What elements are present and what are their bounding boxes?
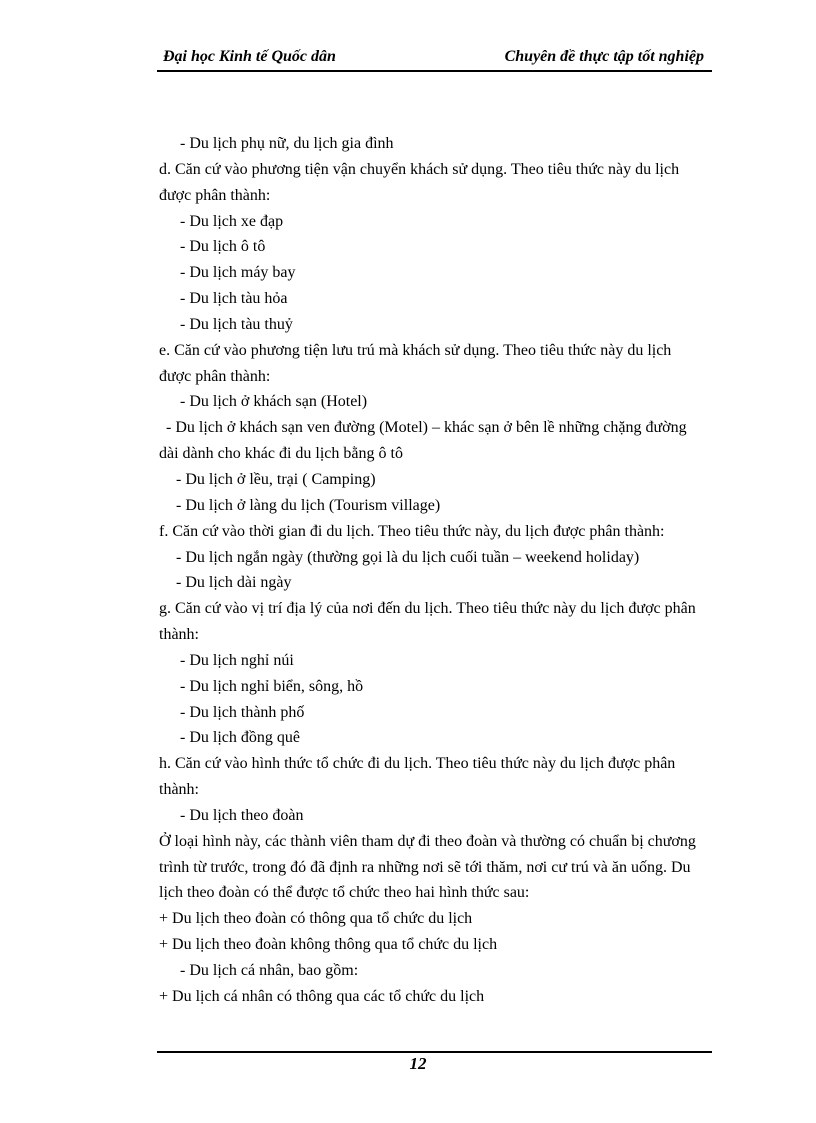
text-line: trình từ trước, trong đó đã định ra những nơi sẽ tới thăm, nơi cư trú và ăn uống. Du	[159, 858, 691, 876]
text-line: - Du lịch thành phố	[180, 703, 305, 721]
text-line: dài dành cho khác đi du lịch bằng ô tô	[159, 445, 403, 463]
header-institution: Đại học Kinh tế Quốc dân	[163, 48, 336, 65]
footer-divider	[157, 1051, 712, 1053]
text-line: - Du lịch phụ nữ, du lịch gia đình	[180, 135, 394, 152]
text-line: - Du lịch ở khách sạn ven đường (Motel) – khác sạn ở bên lề những chặng đường	[166, 419, 687, 437]
text-line: - Du lịch cá nhân, bao gồm:	[180, 962, 359, 979]
text-line: + Du lịch cá nhân có thông qua các tổ chức du lịch	[159, 987, 485, 1005]
text-line: lịch theo đoàn có thể được tổ chức theo hai hình thức sau:	[159, 884, 530, 902]
header-divider	[157, 70, 712, 72]
text-line: - Du lịch nghỉ biển, sông, hồ	[180, 677, 364, 695]
text-line: - Du lịch ở làng du lịch (Tourism village)	[176, 496, 441, 514]
text-line: - Du lịch ở lều, trại ( Camping)	[176, 470, 376, 488]
text-line: e. Căn cứ vào phương tiện lưu trú mà khách sử dụng. Theo tiêu thức này du lịch	[159, 341, 672, 359]
text-line: + Du lịch theo đoàn không thông qua tổ chức du lịch	[159, 936, 498, 954]
text-line: được phân thành:	[159, 186, 271, 204]
text-line: - Du lịch ô tô	[180, 238, 266, 256]
text-line: - Du lịch đồng quê	[180, 729, 300, 747]
text-line: f. Căn cứ vào thời gian đi du lịch. Theo tiêu thức này, du lịch được phân thành:	[159, 522, 665, 540]
text-line: + Du lịch theo đoàn có thông qua tổ chức du lịch	[159, 910, 473, 928]
text-line: thành:	[159, 781, 199, 799]
text-line: d. Căn cứ vào phương tiện vận chuyển khách sử dụng. Theo tiêu thức này du lịch	[159, 160, 680, 178]
text-line: h. Căn cứ vào hình thức tổ chức đi du lịch. Theo tiêu thức này du lịch được phân	[159, 755, 676, 773]
text-line: g. Căn cứ vào vị trí địa lý của nơi đến du lịch. Theo tiêu thức này du lịch được phân	[159, 600, 696, 618]
page-body	[159, 131, 714, 1010]
page-number: 12	[409, 1054, 427, 1073]
text-line: - Du lịch ở khách sạn (Hotel)	[180, 393, 368, 411]
text-line: - Du lịch nghỉ núi	[180, 651, 294, 669]
text-line: thành:	[159, 626, 199, 644]
text-line: - Du lịch máy bay	[180, 264, 296, 282]
text-line: được phân thành:	[159, 367, 271, 385]
text-line: - Du lịch ngắn ngày (thường gọi là du lịch cuối tuần – weekend holiday)	[176, 548, 640, 566]
header-document-title: Chuyên đề thực tập tốt nghiệp	[504, 48, 704, 65]
text-line: - Du lịch xe đạp	[180, 212, 284, 230]
page-header	[157, 48, 712, 70]
text-line: - Du lịch dài ngày	[176, 574, 292, 592]
text-line: - Du lịch tàu thuỷ	[180, 315, 293, 333]
text-line: - Du lịch theo đoàn	[180, 806, 304, 824]
text-line: - Du lịch tàu hỏa	[180, 290, 288, 308]
text-line: Ở loại hình này, các thành viên tham dự đi theo đoàn và thường có chuẩn bị chương	[159, 832, 696, 850]
